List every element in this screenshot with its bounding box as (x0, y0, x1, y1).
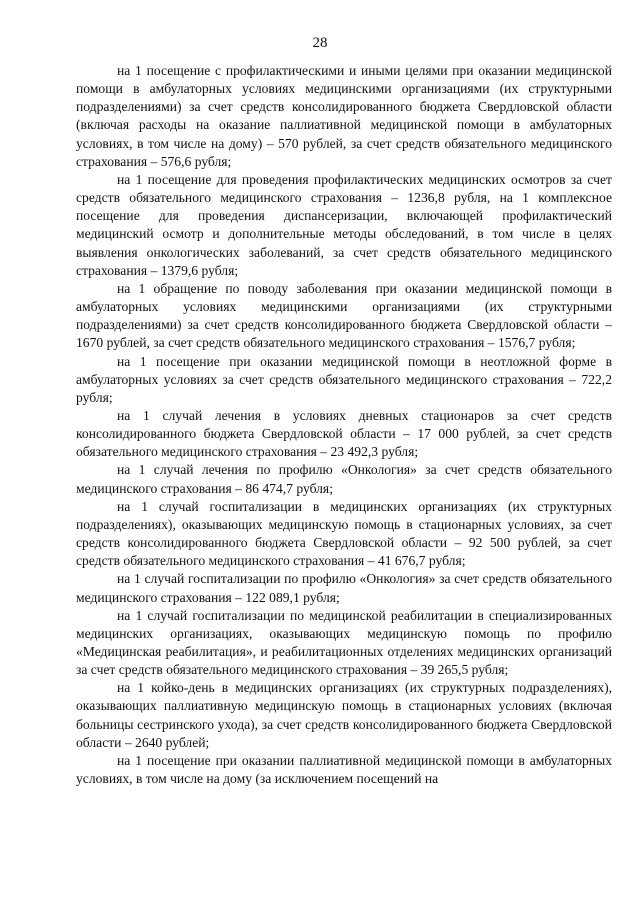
paragraph-oncology-treatment: на 1 случай лечения по профилю «Онкология» за счет средств обязательного медицинского страхования – 86 474,7 рубля; (76, 462, 612, 496)
paragraph-oncology-hospitalization: на 1 случай госпитализации по профилю «Онкология» за счет средств обязательного медицинского страхования – 122 089,1 рубля; (76, 571, 612, 605)
document-body (76, 62, 612, 788)
paragraph-medical-examination: на 1 посещение для проведения профилактических медицинских осмотров за счет средств обязательного медицинского страхования – 1236,8 рубля, на 1 комплексное посещение для проведения диспансеризации, включающей профилактический медицинский осмотр и дополнительные методы обследований, в том числе в целях выявления онкологических заболеваний, за счет средств обязательного медицинского страхования – 1379,6 рубля; (76, 171, 612, 278)
paragraph-rehabilitation: на 1 случай госпитализации по медицинской реабилитации в специализированных медицинских организациях, оказывающих медицинскую помощь по профилю «Медицинская реабилитация», и реабилитационных отделениях медицинских организаций за счет средств обязательного медицинского страхования – 39 265,5 рубля; (76, 607, 612, 678)
paragraph-palliative-visit: на 1 посещение при оказании паллиативной медицинской помощи в амбулаторных условиях, в том числе на дому (за исключением посещений на (76, 752, 612, 787)
paragraph-palliative-bed-day: на 1 койко-день в медицинских организациях (их структурных подразделениях), оказывающих паллиативную медицинскую помощь в стационарных условиях (включая больницы сестринского ухода), за счет средств консолидированного бюджета Свердловской области – 2640 рублей; (76, 680, 612, 750)
paragraph-urgent-care: на 1 посещение при оказании медицинской помощи в неотложной форме в амбулаторных условиях за счет средств обязательного медицинского страхования – 722,2 рубля; (76, 353, 612, 405)
paragraph-hospitalization: на 1 случай госпитализации в медицинских организациях (их структурных подразделениях), оказывающих медицинскую помощь в стационарных условиях, за счет средств консолидированного бюджета Свердловской области – 92 500 рублей, за счет средств обязательного медицинского страхования – 41 676,7 рубля; (76, 498, 612, 569)
paragraph-profilactic-visit: на 1 посещение с профилактическими и иными целями при оказании медицинской помощи в амбулаторных условиях медицинскими организациями (их структурными подразделениями) за счет средств консолидированного бюджета Свердловской области (включая расходы на оказание паллиативной медицинской помощи в амбулаторных условиях, в том числе на дому) – 570 рублей, за счет средств обязательного медицинского страхования – 576,6 рубля; (76, 63, 612, 169)
paragraph-disease-appeal: на 1 обращение по поводу заболевания при оказании медицинской помощи в амбулаторных условиях медицинскими организациями (их структурными подразделениями) за счет средств консолидированного бюджета Свердловской области – 1670 рублей, за счет средств обязательного медицинского страхования – 1576,7 рубля; (76, 280, 612, 351)
page-number: 28 (312, 35, 328, 51)
paragraph-day-hospital: на 1 случай лечения в условиях дневных стационаров за счет средств консолидированного бюджета Свердловской области – 17 000 рублей, за счет средств обязательного медицинского страхования – 23 492,3 рубля; (76, 407, 612, 460)
